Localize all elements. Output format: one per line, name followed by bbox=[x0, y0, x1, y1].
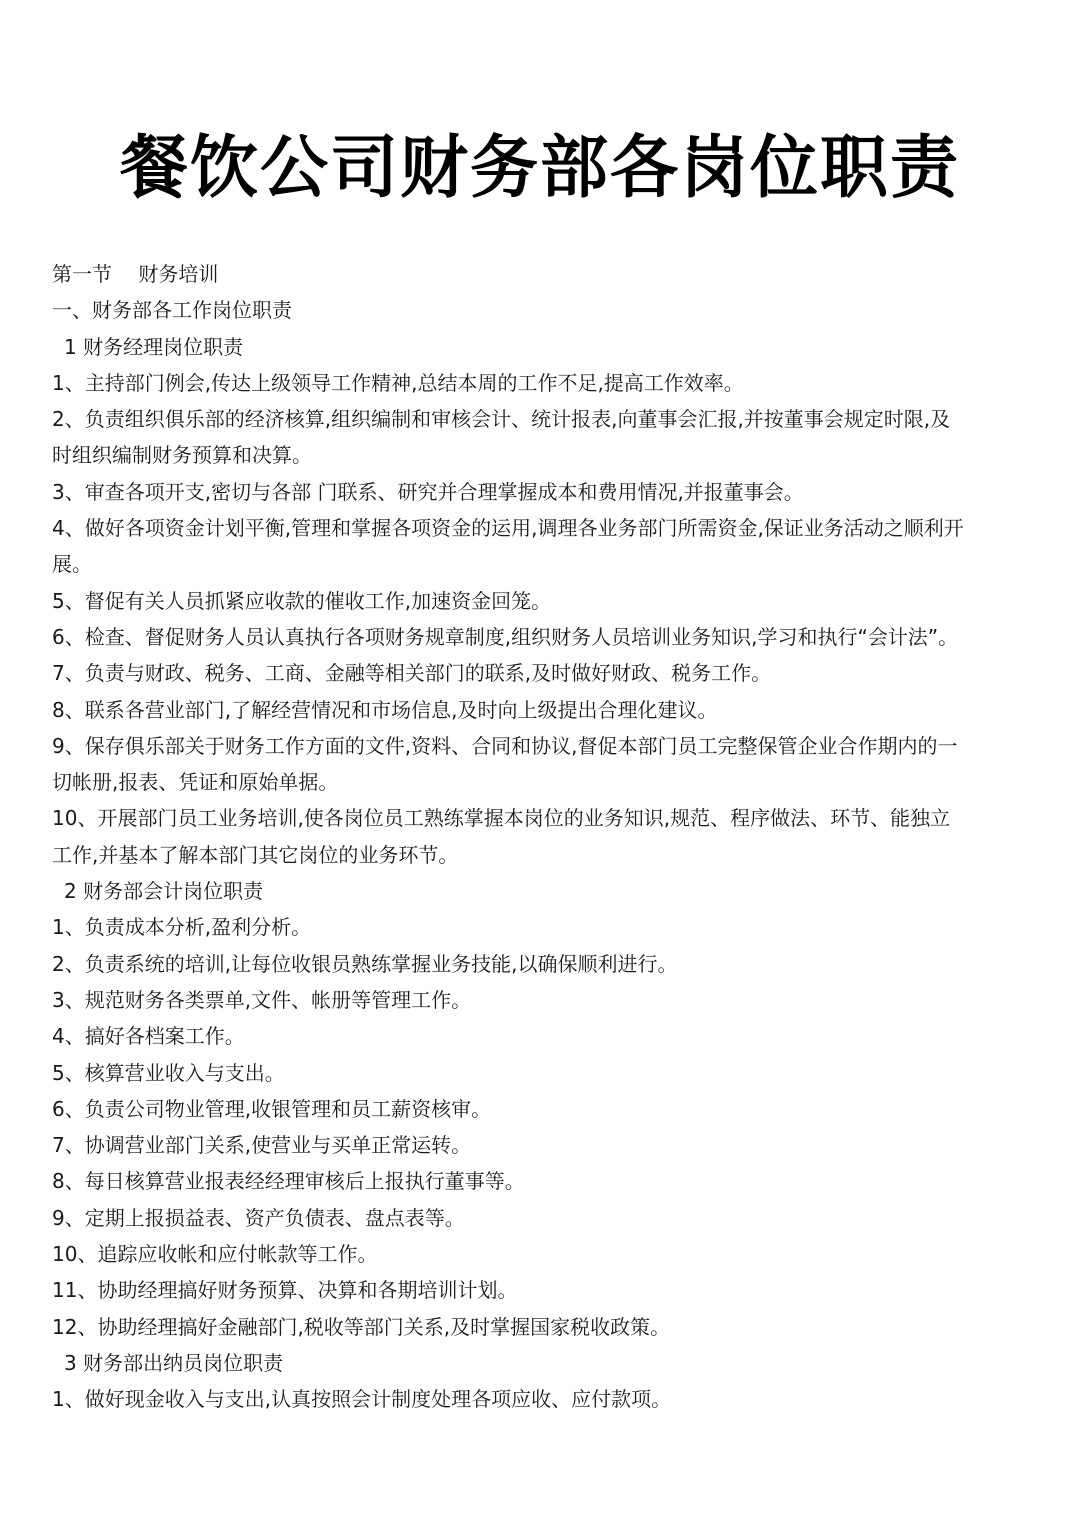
text-line: 2、负责系统的培训,让每位收银员熟练掌握业务技能,以确保顺利进行。 bbox=[52, 951, 678, 976]
text-line: 7、协调营业部门关系,使营业与买单正常运转。 bbox=[52, 1133, 472, 1158]
text-line: 10、开展部门员工业务培训,使各岗位员工熟练掌握本岗位的业务知识,规范、程序做法、环节、能独立 bbox=[52, 806, 951, 831]
text-line: 5、核算营业收入与支出。 bbox=[52, 1060, 285, 1085]
text-line: 11、协助经理搞好财务预算、决算和各期培训计划。 bbox=[52, 1278, 518, 1303]
text-line: 切帐册,报表、凭证和原始单据。 bbox=[52, 770, 339, 795]
text-line: 3、审查各项开支,密切与各部 门联系、研究并合理掌握成本和费用情况,并报董事会。 bbox=[52, 479, 804, 504]
text-line: 6、负责公司物业管理,收银管理和员工薪资核审。 bbox=[52, 1096, 492, 1121]
text-line: 2、负责组织俱乐部的经济核算,组织编制和审核会计、统计报表,向董事会汇报,并按董事会规定时限,及 bbox=[52, 407, 951, 432]
text-line: 9、保存俱乐部关于财务工作方面的文件,资料、合同和协议,督促本部门员工完整保管企业合作期内的一 bbox=[52, 733, 958, 758]
text-line: 12、协助经理搞好金融部门,税收等部门关系,及时掌握国家税收政策。 bbox=[52, 1314, 671, 1339]
text-line: 6、检查、督促财务人员认真执行各项财务规章制度,组织财务人员培训业务知识,学习和执行“会计法”。 bbox=[52, 624, 959, 649]
subsection-heading: 2 财务部会计岗位职责 bbox=[64, 879, 264, 904]
text-line: 展。 bbox=[52, 552, 92, 577]
text-line: 4、搞好各档案工作。 bbox=[52, 1024, 245, 1049]
chapter-heading: 一、财务部各工作岗位职责 bbox=[52, 298, 292, 323]
subsection-heading: 3 财务部出纳员岗位职责 bbox=[64, 1350, 284, 1375]
text-line: 工作,并基本了解本部门其它岗位的业务环节。 bbox=[52, 842, 459, 867]
text-line: 5、督促有关人员抓紧应收款的催收工作,加速资金回笼。 bbox=[52, 588, 552, 613]
text-line: 1、负责成本分析,盈利分析。 bbox=[52, 915, 312, 940]
section-heading: 第一节 财务培训 bbox=[52, 262, 219, 286]
text-line: 3、规范财务各类票单,文件、帐册等管理工作。 bbox=[52, 987, 472, 1012]
text-line: 8、联系各营业部门,了解经营情况和市场信息,及时向上级提出合理化建议。 bbox=[52, 697, 718, 722]
text-line: 4、做好各项资金计划平衡,管理和掌握各项资金的运用,调理各业务部门所需资金,保证业务活动之顺利开 bbox=[52, 516, 964, 541]
document-title: 餐饮公司财务部各岗位职责 bbox=[119, 128, 960, 208]
subsection-heading: 1 财务经理岗位职责 bbox=[64, 334, 244, 359]
text-line: 1、做好现金收入与支出,认真按照会计制度处理各项应收、应付款项。 bbox=[52, 1387, 672, 1412]
text-line: 10、追踪应收帐和应付帐款等工作。 bbox=[52, 1242, 378, 1267]
text-line: 7、负责与财政、税务、工商、金融等相关部门的联系,及时做好财政、税务工作。 bbox=[52, 661, 772, 686]
text-line: 时组织编制财务预算和决算。 bbox=[52, 443, 312, 468]
text-line: 8、每日核算营业报表经经理审核后上报执行董事等。 bbox=[52, 1169, 525, 1194]
text-line: 1、主持部门例会,传达上级领导工作精神,总结本周的工作不足,提高工作效率。 bbox=[52, 370, 744, 395]
document-body bbox=[52, 256, 1037, 1418]
text-line: 9、定期上报损益表、资产负债表、盘点表等。 bbox=[52, 1205, 465, 1230]
